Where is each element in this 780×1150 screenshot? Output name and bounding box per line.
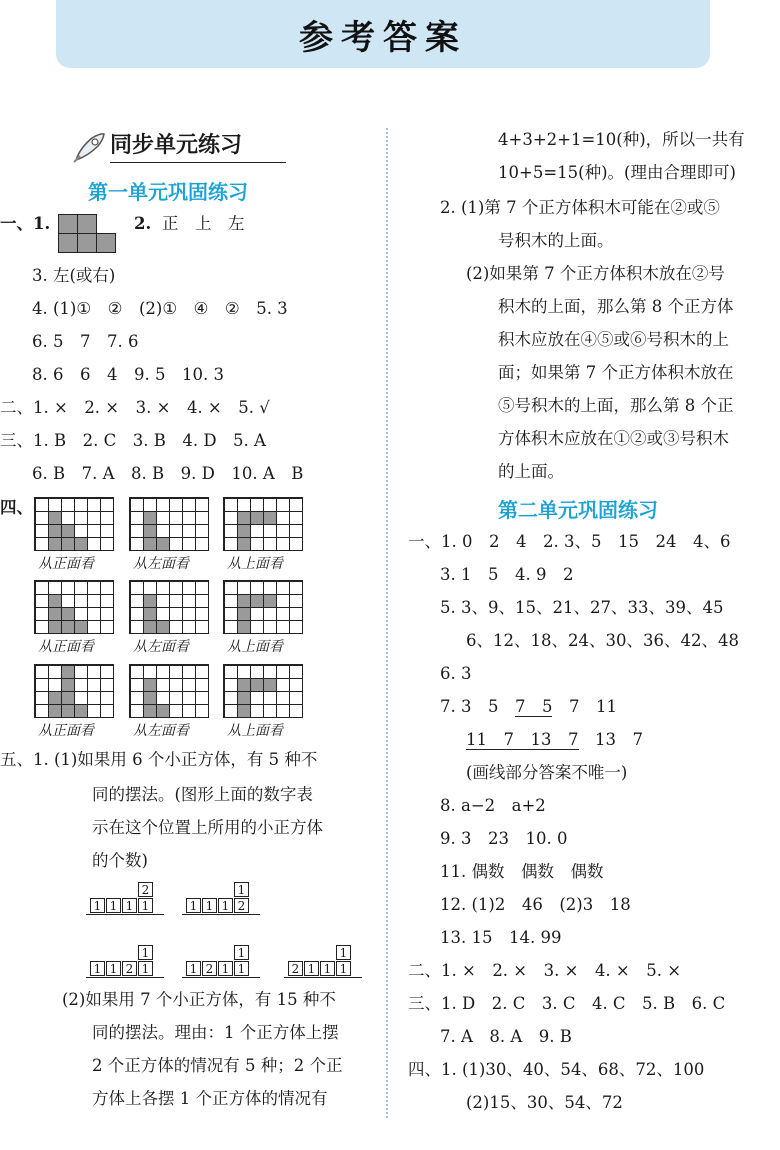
answer-line: (画线部分答案不唯一): [466, 763, 628, 782]
answer-line: (2)如果第 7 个正方体积木放在②号: [466, 264, 725, 283]
answer-line: 6、12、18、24、30、36、42、48: [466, 631, 739, 650]
answer-line: 五、1. (1)如果用 6 个小正方体，有 5 种不: [0, 750, 318, 769]
shaded-cell: [238, 692, 250, 704]
answer-line: 三、1. D 2. C 3. C 4. C 5. B 6. C: [408, 994, 726, 1013]
answer-line: 8. a−2 a+2: [440, 796, 546, 815]
view-grid: [34, 664, 114, 718]
answer-line: 13. 15 14. 99: [440, 928, 562, 947]
shaded-cell: [251, 595, 263, 607]
answer-line: 9. 3 23 10. 0: [440, 829, 568, 848]
shaded-cell: [62, 666, 74, 678]
shaded-cell: [49, 595, 61, 607]
shaded-cell: [238, 621, 250, 633]
shaded-cell: [144, 679, 156, 691]
cube-count: 1: [218, 961, 233, 976]
answer-line: 的上面。: [498, 462, 564, 481]
cube-count-top: 2: [138, 882, 153, 897]
view-caption: 从正面看: [38, 556, 94, 572]
shaded-cell: [62, 679, 74, 691]
shaded-cell: [75, 705, 87, 717]
shaded-cell: [251, 512, 263, 524]
view-caption: 从正面看: [38, 723, 94, 739]
answer-line: 6. B 7. A 8. B 9. D 10. A B: [32, 464, 304, 483]
answer-line: 3. 左(或右): [32, 266, 116, 285]
cube-count: 1: [320, 961, 335, 976]
shaded-cell: [75, 621, 87, 633]
l-shape-figure: [58, 214, 116, 252]
answer-line: 示在这个位置上所用的小正方体: [92, 818, 323, 837]
cube-count: 1: [106, 898, 121, 913]
shaded-cell: [157, 621, 169, 633]
shaded-cell: [49, 512, 61, 524]
cube-count: 2: [288, 961, 303, 976]
answer-line: 二、1. × 2. × 3. × 4. × 5. √: [0, 398, 270, 417]
shaded-cell: [238, 538, 250, 550]
cube-count-top: 1: [336, 945, 351, 960]
arrangement-base: [86, 914, 164, 915]
answer-line: 11. 偶数 偶数 偶数: [440, 862, 604, 881]
answer-line: 10+5=15(种)。(理由合理即可): [498, 163, 736, 182]
arrangement-base: [86, 977, 164, 978]
answer-line: 的个数): [92, 851, 148, 870]
cube-count: 2: [122, 961, 137, 976]
cube-count: 1: [138, 961, 153, 976]
shaded-cell: [62, 621, 74, 633]
rocket-icon: [70, 130, 108, 166]
answer-line: 积木的上面，那么第 8 个正方体: [498, 297, 734, 316]
cube-count: 1: [138, 898, 153, 913]
answer-line: [440, 697, 617, 717]
answer-line: 积木应放在④⑤或⑥号积木的上: [498, 330, 729, 349]
answer-line: 方体上各摆 1 个正方体的情况有: [92, 1089, 328, 1108]
shaded-cell: [49, 692, 61, 704]
shaded-cell: [75, 538, 87, 550]
answer-line: 号积木的上面。: [498, 231, 614, 250]
cube-count: 1: [218, 898, 233, 913]
answer-line: (2)15、30、54、72: [466, 1093, 623, 1112]
shaded-cell: [144, 595, 156, 607]
q4-label: 四、: [0, 498, 33, 517]
cube-count: 1: [106, 961, 121, 976]
answer-line: 方体积木应放在①②或③号积木: [498, 429, 729, 448]
q1-label: 一、1.: [0, 214, 51, 233]
r17-underlined: 7 5: [514, 697, 553, 716]
cube-count: 1: [186, 898, 201, 913]
cube-count: 1: [90, 961, 105, 976]
answer-line: 8. 6 6 4 9. 5 10. 3: [32, 365, 224, 384]
answer-line: 3. 1 5 4. 9 2: [440, 565, 574, 584]
shaded-cell: [144, 525, 156, 537]
cube-count: 1: [202, 898, 217, 913]
q2-answer: 正 上 左: [162, 214, 245, 233]
cube-count: 1: [304, 961, 319, 976]
shaded-cell: [238, 679, 250, 691]
shaded-cell: [62, 692, 74, 704]
shaded-cell: [49, 621, 61, 633]
shaded-cell: [238, 608, 250, 620]
shaded-cell: [157, 705, 169, 717]
answer-line: [466, 730, 643, 750]
header-rule: [110, 162, 286, 163]
shaded-cell: [49, 538, 61, 550]
answer-line: 5. 3、9、15、21、27、33、39、45: [440, 598, 724, 617]
answer-line: 三、1. B 2. C 3. B 4. D 5. A: [0, 431, 266, 450]
cube-count-top: 1: [234, 882, 249, 897]
shaded-cell: [144, 608, 156, 620]
cube-count: 1: [90, 898, 105, 913]
r18-end: 13 7: [578, 730, 643, 749]
cube-count: 1: [122, 898, 137, 913]
view-grid: [223, 580, 303, 634]
shaded-cell: [62, 538, 74, 550]
shaded-cell: [238, 705, 250, 717]
answer-line: 一、1. 0 2 4 2. 3、5 15 24 4、6: [408, 532, 731, 551]
answer-line: 二、1. × 2. × 3. × 4. × 5. ×: [408, 961, 682, 980]
shaded-cell: [49, 525, 61, 537]
arrangement-base: [284, 977, 362, 978]
answer-line: 面；如果第 7 个正方体积木放在: [498, 363, 734, 382]
answer-line: 4. (1)① ② (2)① ④ ② 5. 3: [32, 299, 288, 318]
header-title: 同步单元练习: [110, 133, 243, 158]
cube-count: 2: [234, 898, 249, 913]
cube-count: 1: [336, 961, 351, 976]
arrangement-base: [182, 914, 260, 915]
cube-count-top: 1: [138, 945, 153, 960]
cube-count: 1: [186, 961, 201, 976]
banner-title: 参考答案: [299, 17, 467, 58]
answer-line: 同的摆法。(图形上面的数字表: [92, 785, 313, 804]
column-divider: [386, 128, 388, 1118]
arrangement-base: [182, 977, 260, 978]
unit1-title: 第一单元巩固练习: [88, 180, 248, 204]
answer-line: 2 个正方体的情况有 5 种；2 个正: [92, 1056, 343, 1075]
shaded-cell: [144, 621, 156, 633]
r17-start: 7. 3 5: [440, 697, 515, 716]
section-header: [70, 124, 280, 164]
view-grid: [223, 497, 303, 551]
view-grid: [129, 664, 209, 718]
view-grid: [129, 580, 209, 634]
view-caption: 从正面看: [38, 639, 94, 655]
answer-line: (2)如果用 7 个小正方体，有 15 种不: [62, 990, 336, 1009]
r17-end: 7 11: [552, 697, 617, 716]
shaded-cell: [62, 705, 74, 717]
cube-count: 2: [202, 961, 217, 976]
answer-line: 四、1. (1)30、40、54、68、72、100: [408, 1060, 705, 1079]
cube-count-top: 1: [234, 945, 249, 960]
shaded-cell: [49, 705, 61, 717]
q2-label: 2.: [134, 214, 152, 233]
view-grid: [129, 497, 209, 551]
shaded-cell: [144, 692, 156, 704]
shaded-cell: [62, 525, 74, 537]
answer-line: ⑤号积木的上面，那么第 8 个正: [498, 396, 734, 415]
answer-line: 4+3+2+1=10(种)，所以一共有: [498, 130, 745, 149]
shaded-cell: [144, 512, 156, 524]
shaded-cell: [238, 512, 250, 524]
shaded-cell: [264, 595, 276, 607]
answer-line: 同的摆法。理由：1 个正方体上摆: [92, 1023, 339, 1042]
view-caption: 从左面看: [133, 556, 189, 572]
shaded-cell: [251, 679, 263, 691]
view-grid: [223, 664, 303, 718]
cube-count: 1: [234, 961, 249, 976]
answer-line: 6. 5 7 7. 6: [32, 332, 139, 351]
shaded-cell: [144, 538, 156, 550]
answer-line: 12. (1)2 46 (2)3 18: [440, 895, 631, 914]
answer-line: 6. 3: [440, 664, 472, 683]
view-grid: [34, 497, 114, 551]
shaded-cell: [238, 525, 250, 537]
view-caption: 从上面看: [227, 723, 283, 739]
answer-banner: [56, 0, 710, 68]
answer-line: 2. (1)第 7 个正方体积木可能在②或⑤: [440, 198, 720, 217]
shaded-cell: [144, 705, 156, 717]
shaded-cell: [238, 595, 250, 607]
shaded-cell: [49, 608, 61, 620]
shaded-cell: [264, 679, 276, 691]
view-grid: [34, 580, 114, 634]
shaded-cell: [62, 608, 74, 620]
view-caption: 从左面看: [133, 723, 189, 739]
view-caption: 从左面看: [133, 639, 189, 655]
shaded-cell: [264, 512, 276, 524]
view-caption: 从上面看: [227, 556, 283, 572]
shaded-cell: [157, 538, 169, 550]
r18-underlined: 11 7 13 7: [466, 730, 579, 749]
answer-line: 7. A 8. A 9. B: [440, 1027, 572, 1046]
unit2-title: 第二单元巩固练习: [498, 498, 658, 522]
view-caption: 从上面看: [227, 639, 283, 655]
